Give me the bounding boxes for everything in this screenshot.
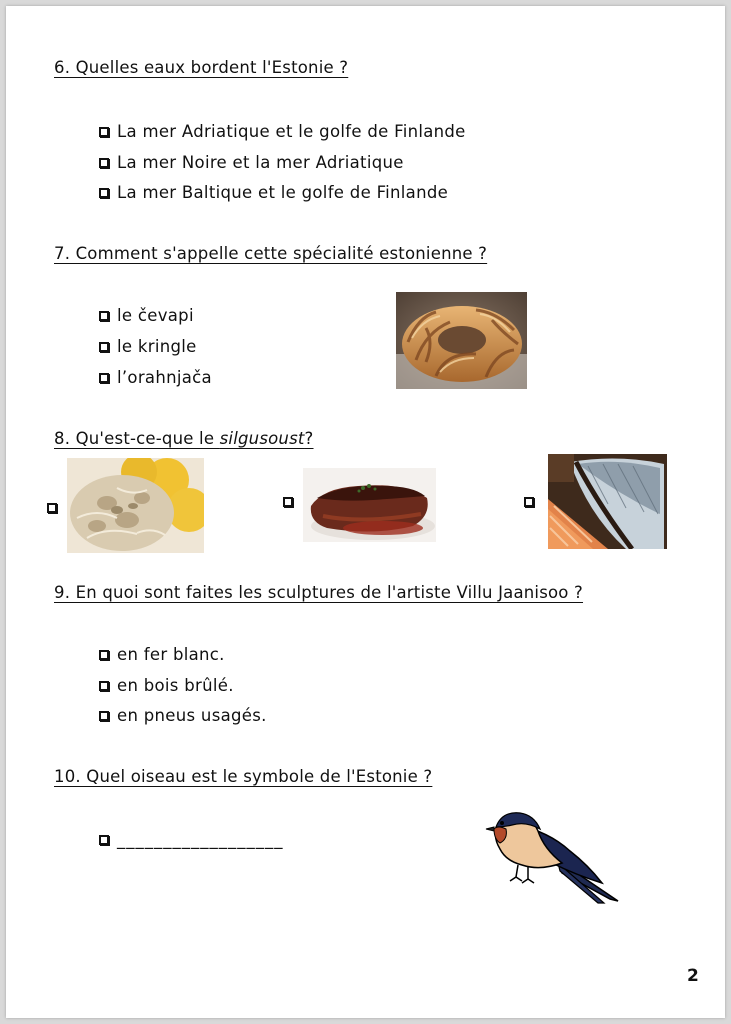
- question-6-title: 6. Quelles eaux bordent l'Estonie ?: [54, 58, 349, 77]
- q8-title-prefix: 8. Qu'est-ce-que le: [54, 429, 220, 448]
- q8-title-suffix: ?: [304, 429, 314, 448]
- q8-checkbox-1[interactable]: [47, 503, 57, 513]
- checkbox-icon[interactable]: [99, 835, 109, 845]
- checkbox-icon[interactable]: [99, 127, 109, 137]
- q6-option-3-label: La mer Baltique et le golfe de Finlande: [117, 183, 449, 202]
- q7-option-3-label: l’orahnjača: [117, 368, 212, 387]
- q6-option-3[interactable]: [99, 183, 448, 202]
- q9-option-2-label: en bois brûlé.: [117, 676, 234, 695]
- kringle-pastry-image: [396, 292, 527, 389]
- q10-answer[interactable]: [99, 830, 284, 849]
- q10-answer-line[interactable]: __________________: [117, 830, 284, 849]
- question-9-title: 9. En quoi sont faites les sculptures de l'artiste Villu Jaanisoo ?: [54, 583, 584, 602]
- checkbox-icon[interactable]: [99, 373, 109, 383]
- q6-option-1[interactable]: [99, 122, 466, 141]
- checkbox-icon[interactable]: [99, 650, 109, 660]
- steak-image: [303, 468, 436, 542]
- q7-option-3[interactable]: [99, 368, 212, 387]
- sauerkraut-potato-image: [67, 458, 204, 553]
- page-number: 2: [687, 966, 699, 986]
- q9-option-2[interactable]: [99, 676, 234, 695]
- q7-option-2[interactable]: [99, 337, 197, 356]
- question-10-title: 10. Quel oiseau est le symbole de l'Estonie ?: [54, 767, 433, 786]
- q6-option-2-label: La mer Noire et la mer Adriatique: [117, 153, 404, 172]
- q7-option-1-label: le čevapi: [117, 306, 194, 325]
- q7-option-2-label: le kringle: [117, 337, 197, 356]
- checkbox-icon[interactable]: [99, 158, 109, 168]
- barn-swallow-image: [478, 803, 624, 905]
- q9-option-3-label: en pneus usagés.: [117, 706, 267, 725]
- q8-checkbox-3[interactable]: [524, 497, 534, 507]
- q6-option-1-label: La mer Adriatique et le golfe de Finlande: [117, 122, 466, 141]
- checkbox-icon[interactable]: [99, 342, 109, 352]
- q9-option-1-label: en fer blanc.: [117, 645, 225, 664]
- checkbox-icon[interactable]: [99, 681, 109, 691]
- q8-checkbox-2[interactable]: [283, 497, 293, 507]
- q9-option-3[interactable]: [99, 706, 267, 725]
- checkbox-icon[interactable]: [99, 188, 109, 198]
- checkbox-icon[interactable]: [99, 311, 109, 321]
- q8-title-word: silgusoust: [219, 429, 305, 448]
- q7-option-1[interactable]: [99, 306, 194, 325]
- question-8-title: [54, 429, 314, 448]
- q9-option-1[interactable]: [99, 645, 225, 664]
- worksheet-page: [6, 6, 725, 1018]
- checkbox-icon[interactable]: [99, 711, 109, 721]
- q6-option-2[interactable]: [99, 153, 404, 172]
- smoked-fish-image: [548, 454, 667, 549]
- question-7-title: 7. Comment s'appelle cette spécialité estonienne ?: [54, 244, 488, 263]
